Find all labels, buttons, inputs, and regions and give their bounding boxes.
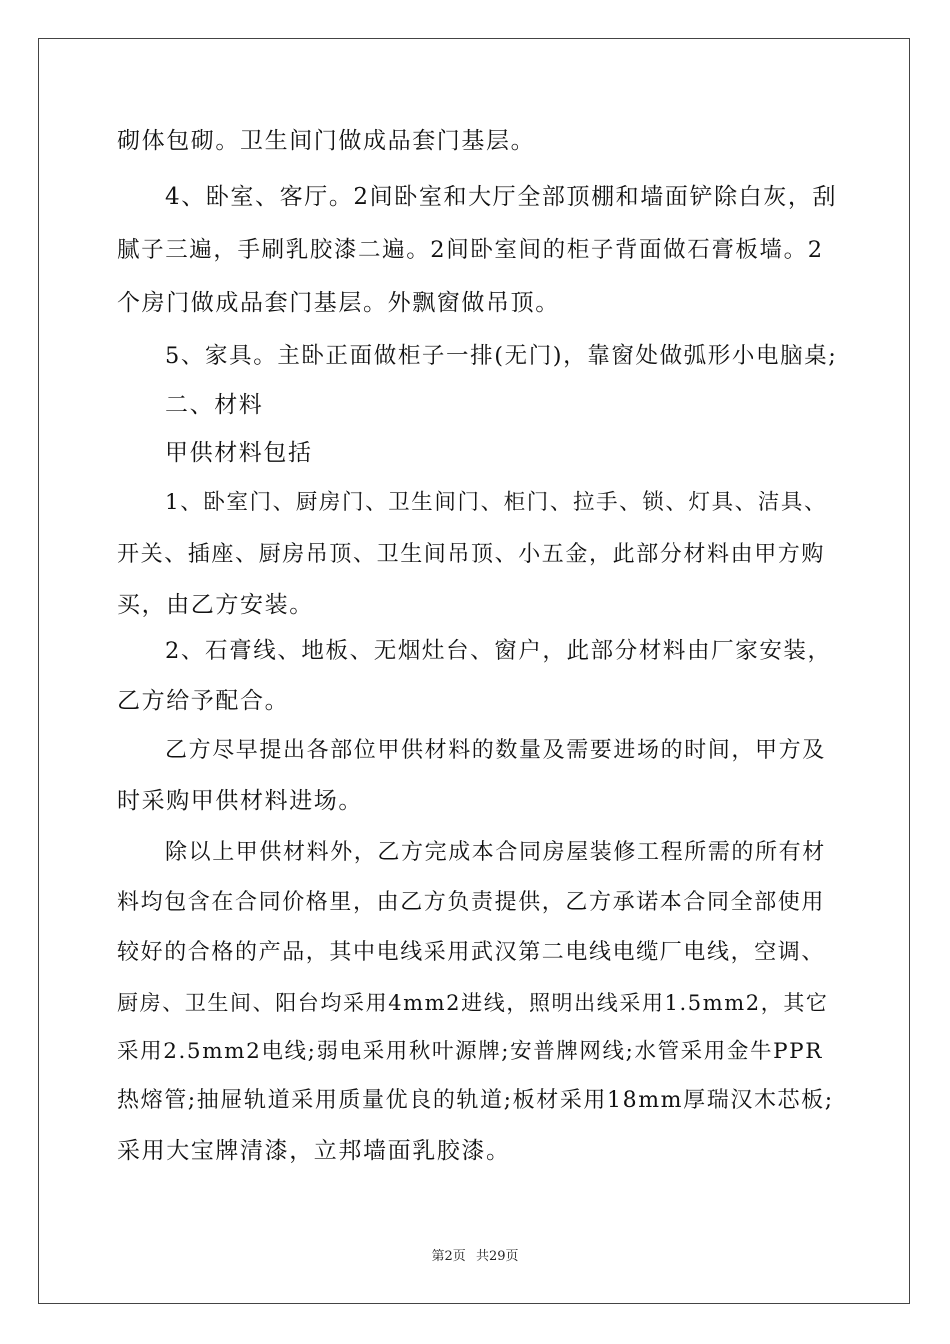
text-line: 采用大宝牌清漆，立邦墙面乳胶漆。 bbox=[117, 1138, 511, 1164]
text-line: 时采购甲供材料进场。 bbox=[117, 788, 363, 814]
text-line: 5、家具。主卧正面做柜子一排(无门)，靠窗处做弧形小电脑桌; bbox=[165, 343, 838, 369]
text-line: 采用2.5mm2电线;弱电采用秋叶源牌;安普牌网线;水管采用金牛PPR bbox=[117, 1039, 823, 1064]
text-line: 个房门做成品套门基层。外飘窗做吊顶。 bbox=[117, 290, 560, 316]
text-line: 4、卧室、客厅。2间卧室和大厅全部顶棚和墙面铲除白灰，刮 bbox=[165, 184, 838, 210]
text-line: 1、卧室门、厨房门、卫生间门、柜门、拉手、锁、灯具、洁具、 bbox=[165, 490, 828, 515]
text-line: 甲供材料包括 bbox=[165, 440, 313, 466]
text-line: 热熔管;抽屉轨道采用质量优良的轨道;板材采用18mm厚瑞汉木芯板; bbox=[117, 1088, 834, 1113]
text-line: 厨房、卫生间、阳台均采用4mm2进线，照明出线采用1.5mm2，其它 bbox=[117, 991, 829, 1015]
text-line: 腻子三遍，手刷乳胶漆二遍。2间卧室间的柜子背面做石膏板墙。2 bbox=[117, 237, 824, 263]
page-number: 第2页 bbox=[431, 1249, 466, 1264]
text-line: 乙方给予配合。 bbox=[117, 688, 290, 714]
text-line: 除以上甲供材料外，乙方完成本合同房屋装修工程所需的所有材 bbox=[165, 840, 826, 865]
text-line: 2、石膏线、地板、无烟灶台、窗户，此部分材料由厂家安装， bbox=[165, 638, 832, 664]
text-line: 开关、插座、厨房吊顶、卫生间吊顶、小五金，此部分材料由甲方购 bbox=[117, 542, 826, 567]
text-line: 料均包含在合同价格里，由乙方负责提供，乙方承诺本合同全部使用 bbox=[117, 890, 826, 915]
text-line: 买，由乙方安装。 bbox=[117, 592, 314, 618]
text-line: 较好的合格的产品，其中电线采用武汉第二电线电缆厂电线，空调、 bbox=[117, 940, 826, 965]
section-heading: 二、材料 bbox=[165, 392, 264, 418]
text-line: 砌体包砌。卫生间门做成品套门基层。 bbox=[117, 128, 536, 154]
text-line: 乙方尽早提出各部位甲供材料的数量及需要进场的时间，甲方及 bbox=[165, 738, 826, 763]
page-footer bbox=[0, 1248, 950, 1266]
page-total: 共29页 bbox=[475, 1249, 519, 1264]
